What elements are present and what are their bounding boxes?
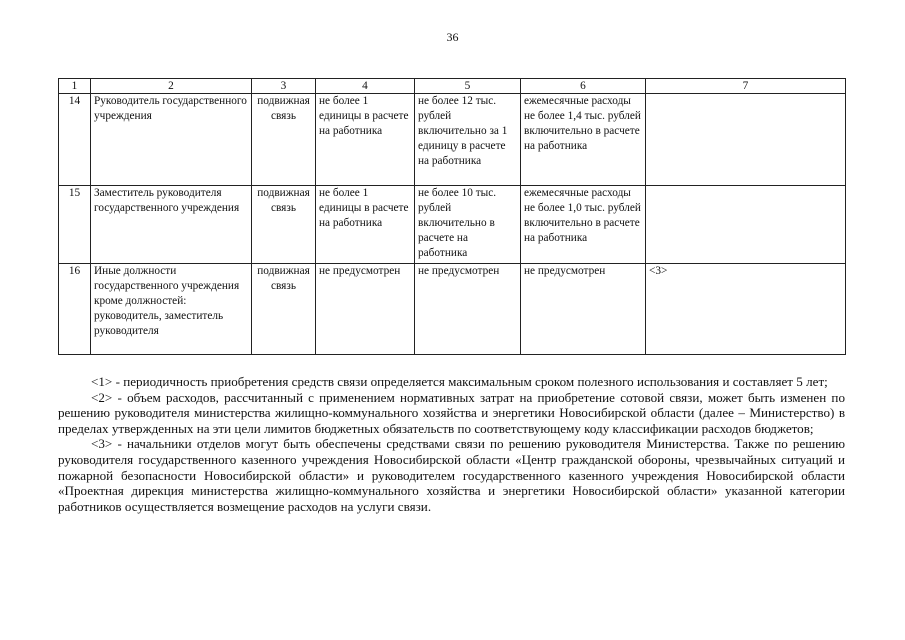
position-cell: Руководитель государственного учреждения	[91, 94, 252, 186]
footnote-1: <1> - периодичность приобретения средств связи определяется максимальным сроком полезного использования и составляет 5 лет;	[91, 374, 828, 389]
norms-table	[58, 78, 846, 355]
row-number: 16	[59, 264, 91, 355]
price-cell: не более 10 тыс. рублей включительно в расчете на работника	[415, 186, 521, 264]
quantity-cell: не более 1 единицы в расчете на работника	[316, 186, 415, 264]
footnotes	[58, 374, 845, 514]
footnote-3: <3> - начальники отделов могут быть обеспечены средствами связи по решению руководителя Министерства. Также по решению руководителя государственного казенного учреждения Новосибирской области «Центр гражданской обороны, чрезвычайных ситуаций и пожарной безопасности Новосибирской области» и руководителем государственного казенного учреждения Новосибирской области «Проектная дирекция министерства жилищно-коммунального хозяйства и энергетики Новосибирской области» указанной категории работников осуществляется возмещение расходов на услуги связи.	[58, 436, 845, 514]
header-cell: 2	[91, 79, 252, 94]
kind-cell: подвижная связь	[252, 94, 316, 186]
note-cell	[646, 94, 846, 186]
quantity-cell: не предусмотрен	[316, 264, 415, 355]
price-cell: не предусмотрен	[415, 264, 521, 355]
header-cell: 4	[316, 79, 415, 94]
table-header-row	[59, 79, 846, 94]
header-cell: 7	[646, 79, 846, 94]
expenses-cell: не предусмотрен	[521, 264, 646, 355]
note-cell	[646, 186, 846, 264]
position-cell: Заместитель руководителя государственного учреждения	[91, 186, 252, 264]
price-cell: не более 12 тыс. рублей включительно за 1 единицу в расчете на работника	[415, 94, 521, 186]
expenses-cell: ежемесячные расходы не более 1,0 тыс. рублей включительно в расчете на работника	[521, 186, 646, 264]
quantity-cell: не более 1 единицы в расчете на работника	[316, 94, 415, 186]
position-cell: Иные должности государственного учреждения кроме должностей: руководитель, заместитель руководителя	[91, 264, 252, 355]
table-row	[59, 264, 846, 355]
header-cell: 1	[59, 79, 91, 94]
kind-cell: подвижная связь	[252, 264, 316, 355]
expenses-cell: ежемесячные расходы не более 1,4 тыс. рублей включительно в расчете на работника	[521, 94, 646, 186]
page-number: 36	[446, 30, 459, 44]
footnote-2: <2> - объем расходов, рассчитанный с применением нормативных затрат на приобретение сотовой связи, может быть изменен по решению руководителя министерства жилищно-коммунального хозяйства и энергетики Новосибирской области (далее – Министерство) в пределах утвержденных на эти цели лимитов бюджетных обязательств по соответствующему коду классификации расходов бюджетов;	[58, 389, 845, 436]
row-number: 15	[59, 186, 91, 264]
row-number: 14	[59, 94, 91, 186]
table-row	[59, 186, 846, 264]
header-cell: 3	[252, 79, 316, 94]
kind-cell: подвижная связь	[252, 186, 316, 264]
header-cell: 6	[521, 79, 646, 94]
table-row	[59, 94, 846, 186]
note-cell: <3>	[646, 264, 846, 355]
header-cell: 5	[415, 79, 521, 94]
